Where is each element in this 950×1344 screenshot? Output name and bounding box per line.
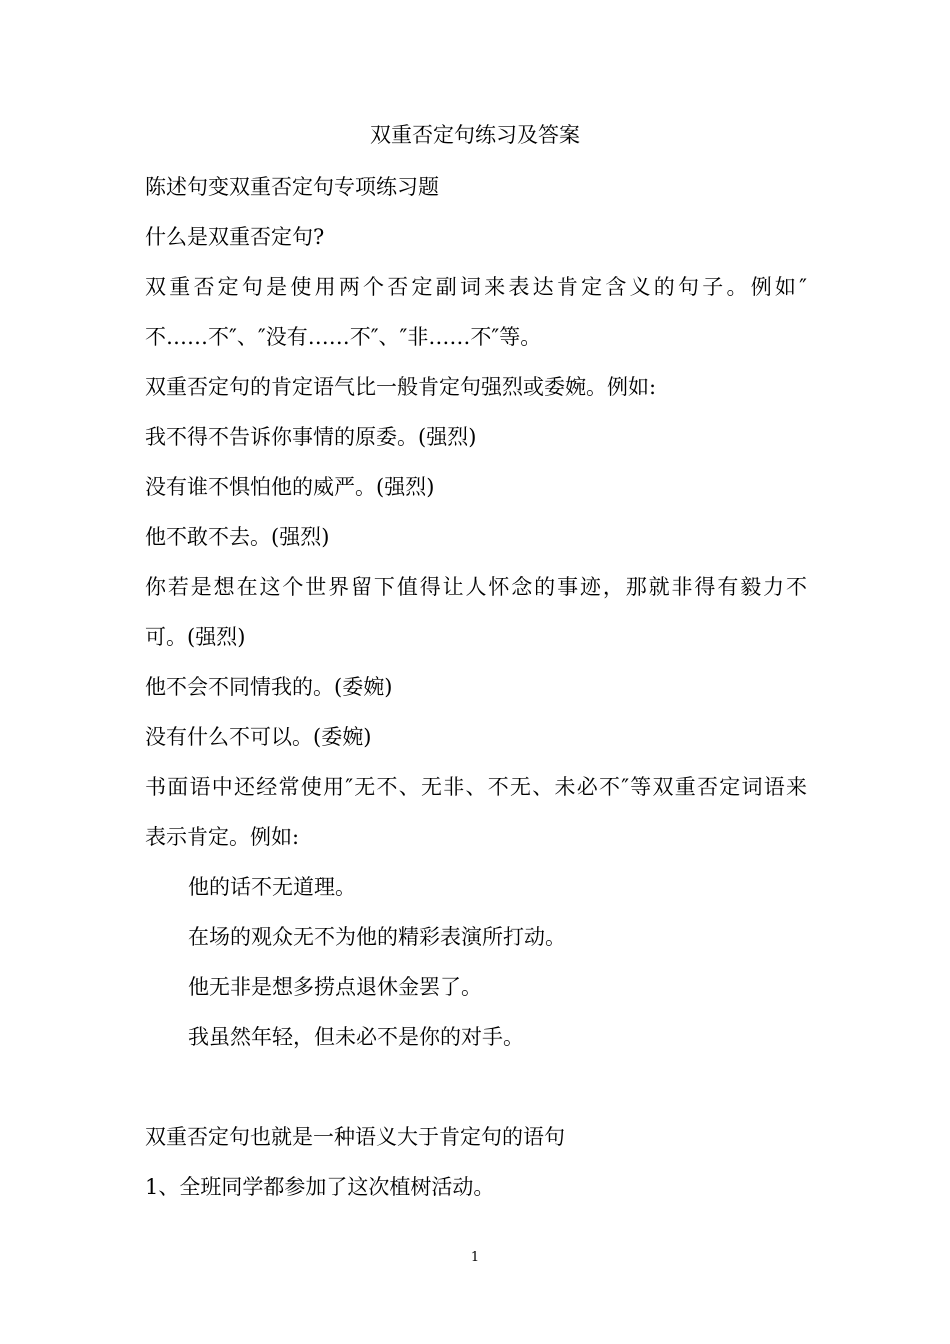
indented-example: 我虽然年轻，但未必不是你的对手。 bbox=[188, 1025, 524, 1049]
question-heading: 什么是双重否定句? bbox=[145, 225, 325, 249]
example-line: 他不会不同情我的。(委婉) bbox=[145, 675, 393, 699]
paragraph-line: 表示肯定。例如: bbox=[145, 825, 300, 849]
example-line: 我不得不告诉你事情的原委。(强烈) bbox=[145, 425, 477, 449]
paragraph-line: 双重否定句是使用两个否定副词来表达肯定含义的句子。例如″ bbox=[145, 275, 807, 299]
indented-example: 他无非是想多捞点退休金罢了。 bbox=[188, 975, 482, 999]
example-line: 他不敢不去。(强烈) bbox=[145, 525, 330, 549]
paragraph-line: 双重否定句也就是一种语义大于肯定句的语句 bbox=[145, 1125, 565, 1149]
indented-example: 在场的观众无不为他的精彩表演所打动。 bbox=[188, 925, 566, 949]
example-line: 可。(强烈) bbox=[145, 625, 246, 649]
indented-example: 他的话不无道理。 bbox=[188, 875, 356, 899]
document-title: 双重否定句练习及答案 bbox=[370, 123, 580, 147]
example-line: 你若是想在这个世界留下值得让人怀念的事迹，那就非得有毅力不 bbox=[145, 575, 807, 599]
exercise-item: 1、全班同学都参加了这次植树活动。 bbox=[145, 1175, 495, 1199]
paragraph-line: 不……不″、″没有……不″、″非……不″等。 bbox=[145, 325, 542, 349]
example-line: 没有谁不惧怕他的威严。(强烈) bbox=[145, 475, 435, 499]
paragraph-line: 双重否定句的肯定语气比一般肯定句强烈或委婉。例如: bbox=[145, 375, 657, 399]
paragraph-line: 书面语中还经常使用″无不、无非、不无、未必不″等双重否定词语来 bbox=[145, 775, 807, 799]
page-number: 1 bbox=[470, 1250, 480, 1265]
subtitle: 陈述句变双重否定句专项练习题 bbox=[145, 175, 439, 199]
example-line: 没有什么不可以。(委婉) bbox=[145, 725, 372, 749]
